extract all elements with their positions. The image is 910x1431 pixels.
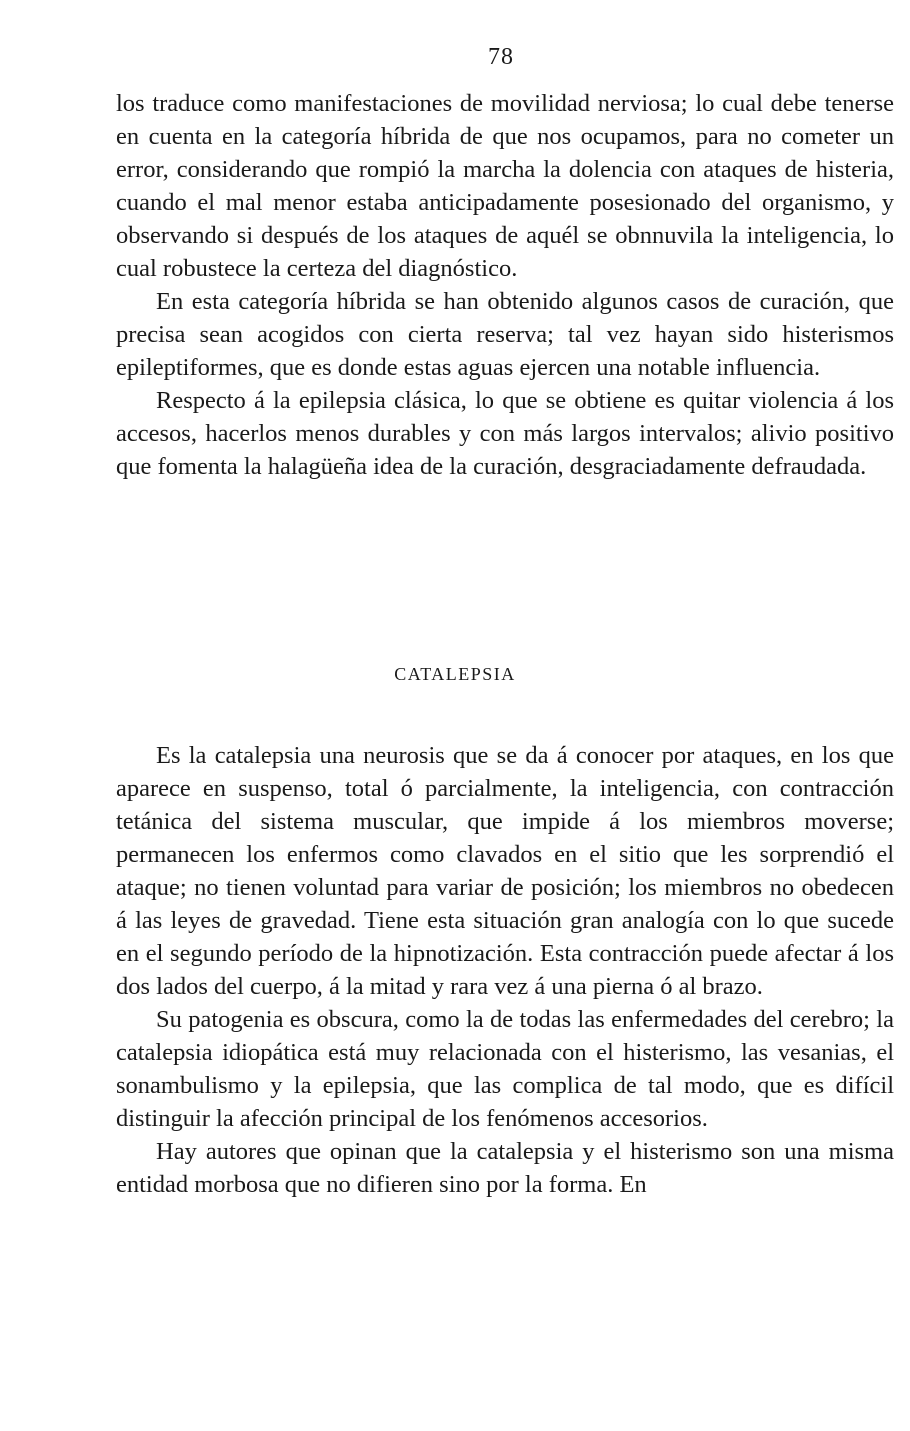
section-heading: CATALEPSIA [394,664,516,684]
text-section-catalepsia [116,739,894,1201]
paragraph-definition: Es la catalepsia una neurosis que se da á conocer por ataques, en los que aparece en suspenso, total ó parcialmente, la inteligencia, con contracción tetánica del sistema muscular, que impide á los miembros moverse; permanecen los enfermos como clavados en el sitio que les sorprendió el ataque; no tienen voluntad para variar de posición; los miembros no obedecen á las leyes de gravedad. Tiene esta situación gran analogía con lo que sucede en el segundo período de la hipnotización. Esta contracción puede afectar á los dos lados del cuerpo, á la mitad y rara vez á una pierna ó al brazo. [116,742,894,1000]
paragraph-classic-epilepsy: Respecto á la epilepsia clásica, lo que se obtiene es quitar violencia á los accesos, hacerlos menos durables y con más largos intervalos; alivio positivo que fomenta la halagüeña idea de la curación, desgraciadamente defraudada. [116,387,894,480]
page-number: 78 [488,44,514,70]
text-section-top [116,87,894,483]
paragraph-pathogenesis: Su patogenia es obscura, como la de todas las enfermedades del cerebro; la catalepsia idiopática está muy relacionada con el histerismo, las vesanias, el sonambulismo y la epilepsia, que las complica de tal modo, que es difícil distinguir la afección principal de los fenómenos accesorios. [116,1006,894,1132]
paragraph-continued: los traduce como manifestaciones de movilidad nerviosa; lo cual debe tenerse en cuenta en la categoría híbrida de que nos ocupamos, para no cometer un error, considerando que rompió la marcha la dolencia con ataques de histeria, cuando el mal menor estaba anticipadamente posesionado del organismo, y observando si después de los ataques de aquél se obnnuvila la inteligencia, lo cual robustece la certeza del diagnóstico. [116,90,894,282]
paragraph-authors: Hay autores que opinan que la catalepsia y el histerismo son una misma entidad morbosa que no difieren sino por la forma. En [116,1138,894,1198]
paragraph-hybrid-category: En esta categoría híbrida se han obtenido algunos casos de curación, que precisa sean acogidos con cierta reserva; tal vez hayan sido histerismos epileptiformes, que es donde estas aguas ejercen una notable influencia. [116,288,894,381]
